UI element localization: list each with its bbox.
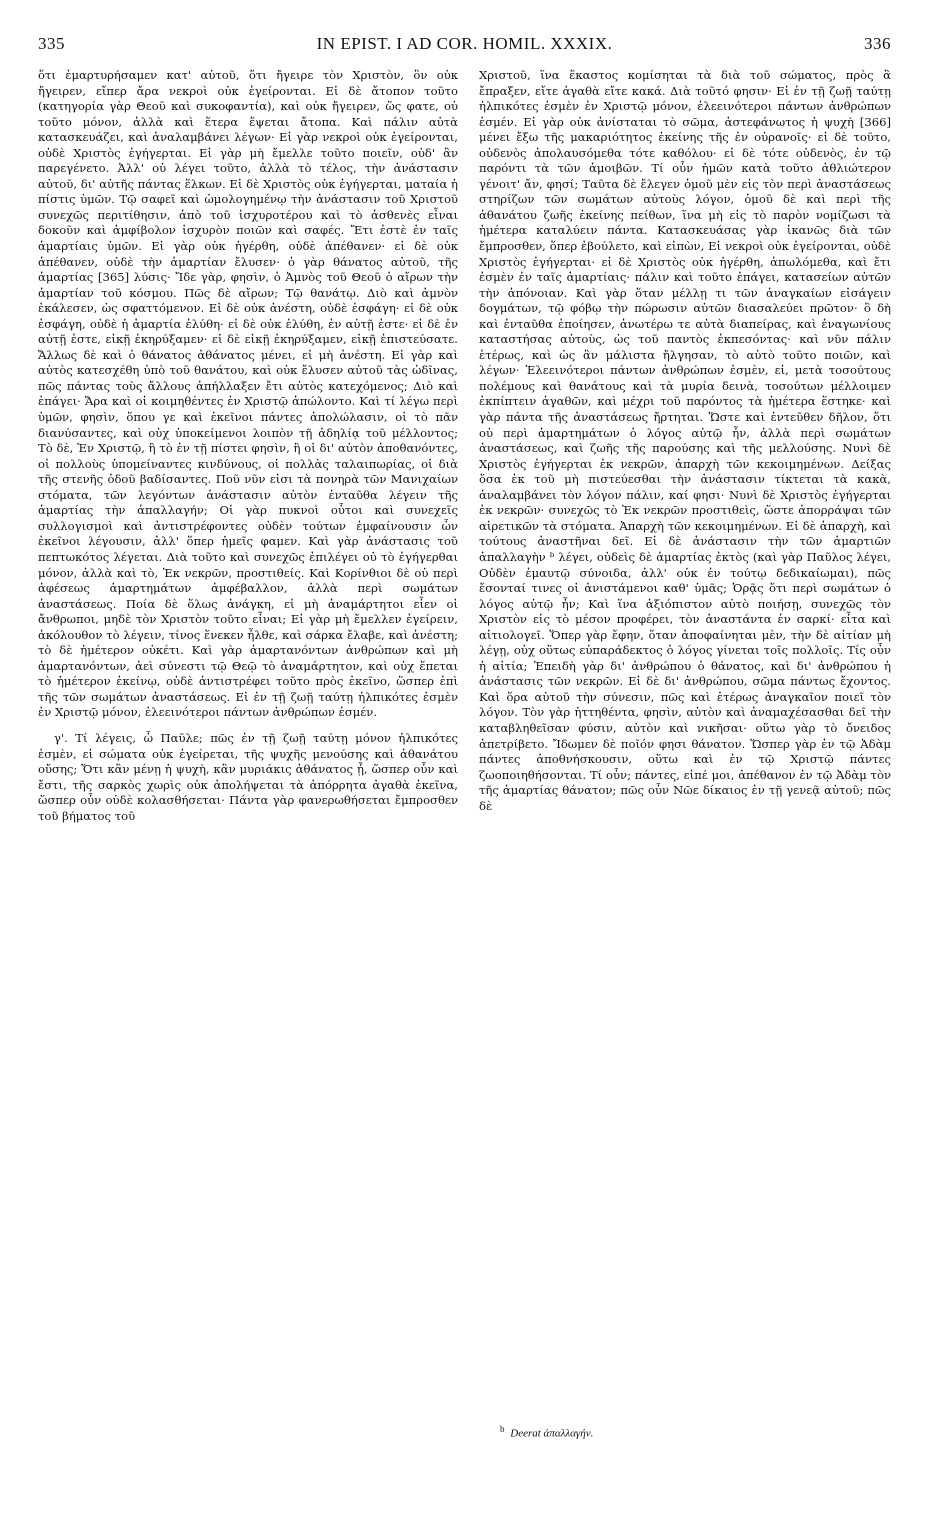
footnote bbox=[500, 1424, 593, 1440]
running-title: IN EPIST. I AD COR. HOMIL. XXXIX. bbox=[316, 34, 613, 53]
left-paragraph-1: ὅτι ἐμαρτυρήσαμεν κατ' αὐτοῦ, ὅτι ἤγειρε τὸν Χριστὸν, ὃν οὐκ ἤγειρεν, εἴπερ ἄρα νεκροὶ οὐκ ἐγείρονται. Εἰ δὲ ἄτοπον τοῦτο (κατηγορία γὰρ Θεοῦ καὶ συκοφαντία), καὶ οὐκ ἤγειρεν, ὥς φατε, οὐ τοῦτο μόνον, ἀλλὰ καὶ ἕτερα ἕψεται ἄτοπα. Καὶ πάλιν αὐτὰ κατασκευάζει, καὶ ἀναλαμβάνει λέγων· Εἰ γὰρ νεκροὶ οὐκ ἐγείρονται, οὐδὲ Χριστὸς ἐγήγερται. Εἰ γὰρ μὴ ἔμελλε τοῦτο ποιεῖν, οὐδ' ἂν παρεγένετο. Ἀλλ' οὐ λέγει τοῦτο, ἀλλὰ τὸ τέλος, τὴν ἀνάστασιν αὐτοῦ, δι' αὐτῆς πάντας ἕλκων. Εἰ δὲ Χριστὸς οὐκ ἐγήγερται, ματαία ἡ πίστις ὑμῶν. Τῷ σαφεῖ καὶ ὡμολογημένῳ τὴν ἀνάστασιν τοῦ Χριστοῦ συνεχῶς περιτίθησιν, ἀπὸ τοῦ ἰσχυροτέρου καὶ τὸ ἀσθενὲς εἶναι δοκοῦν καὶ ἀμφίβολον ἰσχυρὸν ποιῶν καὶ σαφές. Ἔτι ἐστὲ ἐν ταῖς ἁμαρτίαις ὑμῶν. Εἰ γὰρ οὐκ ἠγέρθη, οὐδὲ ἀπέθανεν· εἰ δὲ οὐκ ἀπέθανεν, οὐδὲ τὴν ἁμαρτίαν ἔλυσεν· ὁ γὰρ θάνατος αὐτοῦ, τῆς ἁμαρτίας [365] λύσις· Ἴδε γὰρ, φησὶν, ὁ Ἀμνὸς τοῦ Θεοῦ ὁ αἴρων τὴν ἁμαρτίαν τοῦ κόσμου. Πῶς δὲ αἴρων; Τῷ θανάτῳ. Διὸ καὶ ἀμνὸν ἐκάλεσεν, ὡς σφαττόμενον. Εἰ δὲ οὐκ ἀνέστη, οὐδὲ ἐσφάγη· εἰ δὲ οὐκ ἐσφάγη, οὐδὲ ἡ ἁμαρτία ἐλύθη· εἰ δὲ οὐκ ἐλύθη, ἐν αὐτῇ ἐστε· εἰ δὲ ἐν αὐτῇ ἐστε, εἰκῇ ἐκηρύξαμεν· εἰ δὲ εἰκῇ ἐκηρύξαμεν, εἰκῇ ἐπιστεύσατε. Ἄλλως δὲ καὶ ὁ θάνατος ἀθάνατος μένει, εἰ μὴ ἀνέστη. Εἰ γὰρ καὶ αὐτὸς κατεσχέθη ὑπὸ τοῦ θανάτου, καὶ οὐκ ἔλυσεν αὐτοῦ τὰς ὠδῖνας, πῶς πάντας τοὺς ἄλλους ἀπήλλαξεν ἔτι αὐτὸς κατεχόμενος; Διὸ καὶ ἐπάγει· Ἄρα καὶ οἱ κοιμηθέντες ἐν Χριστῷ ἀπώλοντο. Καὶ τί λέγω περὶ ὑμῶν, φησὶν, ὅπου γε καὶ ἐκεῖνοι πάντες ἀπολώλασιν, οἱ τὸ πᾶν διανύσαντες, καὶ οὐχ ὑποκείμενοι λοιπὸν τῇ ἀδηλίᾳ τοῦ μέλλοντος; Τὸ δὲ, Ἐν Χριστῷ, ἢ τὸ ἐν τῇ πίστει φησὶν, ἢ οἱ δι' αὐτὸν ἀποθανόντες, οἱ πολλοὺς ὑπομείναντες κινδύνους, οἱ πολλὰς ταλαιπωρίας, οἱ διὰ τῆς στενῆς ὁδοῦ βαδίσαντες. Ποῦ νῦν εἰσι τὰ πονηρὰ τῶν Μανιχαίων στόματα, τῶν λεγόντων ἀνάστασιν αὐτὸν ἐνταῦθα λέγειν τῆς ἁμαρτίας τὴν ἀπαλλαγήν; Οἱ γὰρ πυκνοὶ οὗτοι καὶ συνεχεῖς συλλογισμοὶ καὶ ἀντιστρέφοντες οὐδὲν τούτων ἐμφαίνουσιν ὧν ἐκεῖνοι λέγουσιν, ἀλλ' ὅπερ ἡμεῖς φαμεν. Καὶ γὰρ ἀνάστασις τοῦ πεπτωκότος λέγεται. Διὰ τοῦτο καὶ συνεχῶς ἐπιλέγει οὐ τὸ ἐγήγερθαι μόνον, ἀλλὰ καὶ τὸ, Ἐκ νεκρῶν, προστιθείς. Καὶ Κορίνθιοι δὲ οὐ περὶ ἀφέσεως ἁμαρτημάτων ἀμφέβαλλον, ἀλλὰ περὶ σωμάτων ἀναστάσεως. Ποία δὲ ὅλως ἀνάγκη, εἰ μὴ ἀναμάρτητοι εἶεν οἱ ἄνθρωποι, μηδὲ τὸν Χριστὸν τοῦτο εἶναι; Εἰ γὰρ μὴ ἔμελλεν ἐγείρειν, ἀκόλουθον τὸ λέγειν, τίνος ἕνεκεν ἦλθε, καὶ σάρκα ἔλαβε, καὶ ἀνέστη; τὸ δὲ ἡμέτερον οὐκέτι. Καὶ γὰρ ἁμαρτανόντων ἀνθρώπων καὶ μὴ ἁμαρτανόντων, ἀεὶ σύνεστι τῷ Θεῷ τὸ ἀναμάρτητον, καὶ οὐχ ἕπεται τὸ ἡμέτερον ἐκείνῳ, οὐδὲ ἀντιστρέφει τοῦτο πρὸς ἐκεῖνο, ὥσπερ ἐπὶ τῆς τῶν σωμάτων ἀναστάσεως. Εἰ ἐν τῇ ζωῇ ταύτῃ ἠλπικότες ἐσμὲν ἐν Χριστῷ μόνον, ἐλεεινότεροι πάντων ἀνθρώπων ἐσμέν. bbox=[38, 68, 458, 720]
left-column bbox=[38, 68, 458, 1500]
right-paragraph-1: Χριστοῦ, ἵνα ἕκαστος κομίσηται τὰ διὰ τοῦ σώματος, πρὸς ἃ ἔπραξεν, εἴτε ἀγαθὰ εἴτε κακά. Διὰ τοῦτό φησιν· Εἰ ἐν τῇ ζωῇ ταύτῃ ἠλπικότες ἐσμὲν ἐν Χριστῷ μόνον, ἐλεεινότεροι πάντων ἀνθρώπων ἐσμέν. Εἰ γὰρ οὐκ ἀνίσταται τὸ σῶμα, ἀστεφάνωτος ἡ ψυχὴ [366] μένει ἔξω τῆς μακαριότητος ἐκείνης τῆς ἐν οὐρανοῖς· εἰ δὲ τοῦτο, οὐδενὸς ἀπολαυσόμεθα τότε καθόλου· εἰ δὲ τότε οὐδενὸς, ἐν τῷ παρόντι τὰ τῶν ἀμοιβῶν. Τί οὖν ἡμῶν κατὰ τοῦτο ἀθλιώτερον γένοιτ' ἄν, φησί; Ταῦτα δὲ ἔλεγεν ὁμοῦ μὲν εἰς τὸν περὶ ἀναστάσεως στηρίζων τῶν σωμάτων αὐτοὺς λόγον, ὁμοῦ δὲ καὶ περὶ τῆς ἀθανάτου ζωῆς ἐκείνης πείθων, ἵνα μὴ εἰς τὸ παρὸν νομίζωσι τὰ ἡμέτερα καταλύειν πάντα. Κατασκευάσας γὰρ ἱκανῶς διὰ τῶν ἔμπροσθεν, ὅπερ ἐβούλετο, καὶ εἰπὼν, Εἰ νεκροὶ οὐκ ἐγείρονται, οὐδὲ Χριστὸς ἐγήγερται· εἰ δὲ Χριστὸς οὐκ ἠγέρθη, ἀπωλόμεθα, καὶ ἔτι ἐσμὲν ἐν ταῖς ἁμαρτίαις· πάλιν καὶ τοῦτο ἐπάγει, κατασείων αὐτῶν τὴν ἀπόνοιαν. Καὶ γὰρ ὅταν μέλλῃ τι τῶν ἀναγκαίων εἰσάγειν δογμάτων, τῷ φόβῳ τὴν πώρωσιν αὐτῶν διασαλεύει πρῶτον· ὃ δὴ καὶ ἐνταῦθα ἐποίησεν, ἀνωτέρω τε αὐτὰ διαπείρας, καὶ ἐναγωνίους καταστήσας αὐτοὺς, ὡς τοῦ παντὸς ἐκπεσόντας· καὶ νῦν πάλιν ἑτέρως, καὶ ὡς ἂν μάλιστα ἤλγησαν, τὸ αὐτὸ τοῦτο ποιῶν, καὶ λέγων· Ἐλεεινότεροι πάντων ἀνθρώπων ἐσμὲν, εἰ, μετὰ τοσούτους πολέμους καὶ θανάτους καὶ τὰ μυρία δεινὰ, τοσούτων μέλλοιμεν ἐκπίπτειν ἀγαθῶν, καὶ μέχρι τοῦ παρόντος τὰ ἡμέτερα ἕστηκε· καὶ γὰρ πάντα τῆς ἀναστάσεως ἤρτηται. Ὥστε καὶ ἐντεῦθεν δῆλον, ὅτι οὐ περὶ ἁμαρτημάτων ὁ λόγος αὐτῷ ἦν, ἀλλὰ περὶ σωμάτων ἀναστάσεως, καὶ ζωῆς τῆς παρούσης καὶ τῆς μελλούσης. Νυνὶ δὲ Χριστὸς ἐγήγερται ἐκ νεκρῶν, ἀπαρχὴ τῶν κεκοιμημένων. Δείξας ὅσα ἐκ τοῦ μὴ πιστεύεσθαι τὴν ἀνάστασιν τίκτεται τὰ κακὰ, ἀναλαμβάνει τὸν λόγον πάλιν, καί φησι· Νυνὶ δὲ Χριστὸς ἐγήγερται ἐκ νεκρῶν· συνεχῶς τὸ Ἐκ νεκρῶν προστιθεὶς, ὥστε ἀπορράψαι τῶν αἱρετικῶν τὰ στόματα. Ἀπαρχὴ τῶν κεκοιμημένων. Εἰ δὲ ἀπαρχὴ, καὶ τούτους ἀναστῆναι δεῖ. Εἰ δὲ ἀνάστασιν τὴν τῶν ἁμαρτιῶν ἀπαλλαγὴν ᵇ λέγει, οὐδεὶς δὲ ἁμαρτίας ἐκτὸς (καὶ γὰρ Παῦλος λέγει, Οὐδὲν ἐμαυτῷ σύνοιδα, ἀλλ' οὐκ ἐν τούτῳ δεδικαίωμαι), πῶς ἔσονταί τινες οἱ ἀνιστάμενοι καθ' ὑμᾶς; Ὁρᾷς ὅτι περὶ σωμάτων ὁ λόγος αὐτῷ ἦν; Καὶ ἵνα ἀξιόπιστον αὐτὸ ποιήσῃ, συνεχῶς τὸν Χριστὸν εἰς τὸ μέσον προφέρει, τὸν ἀναστάντα ἐν σαρκί· εἶτα καὶ αἰτιολογεῖ. Ὅπερ γὰρ ἔφην, ὅταν ἀποφαίνηται μὲν, τὴν δὲ αἰτίαν μὴ λέγῃ, οὐχ οὕτως εὐπαράδεκτος ὁ λόγος γίνεται τοῖς πολλοῖς. Τίς οὖν ἡ αἰτία; Ἐπειδὴ γὰρ δι' ἀνθρώπου ὁ θάνατος, καὶ δι' ἀνθρώπου ἡ ἀνάστασις τῶν νεκρῶν. Εἰ δὲ δι' ἀνθρώπου, σῶμα πάντως ἔχοντος. Καὶ ὅρα αὐτοῦ τὴν σύνεσιν, πῶς καὶ ἑτέρως ἀναγκαῖον ποιεῖ τὸν λόγον. Τὸν γὰρ ἡττηθέντα, φησὶν, αὐτὸν καὶ ἀναμαχέσασθαι δεῖ τὴν καταβληθεῖσαν φύσιν, αὐτὸν καὶ νικῆσαι· οὕτω γὰρ τὸ ὄνειδος ἀπετρίβετο. Ἴδωμεν δὲ ποῖόν φησι θάνατον. Ὥσπερ γὰρ ἐν τῷ Ἀδὰμ πάντες ἀποθνήσκουσιν, οὕτω καὶ ἐν τῷ Χριστῷ πάντες ζωοποιηθήσονται. Τί οὖν; πάντες, εἰπέ μοι, ἀπέθανον ἐν τῷ Ἀδὰμ τὸν τῆς ἁμαρτίας θάνατον; πῶς οὖν Νῶε δίκαιος ἐν τῇ γενεᾷ αὐτοῦ; πῶς δὲ bbox=[479, 68, 891, 813]
running-header bbox=[38, 34, 891, 58]
footnote-text: Deerat ἀπαλλαγήν. bbox=[510, 1427, 594, 1440]
footnote-marker: b bbox=[500, 1424, 505, 1434]
right-column bbox=[479, 68, 891, 1428]
left-paragraph-2: γ'. Τί λέγεις, ὦ Παῦλε; πῶς ἐν τῇ ζωῇ ταύτῃ μόνον ἠλπικότες ἐσμὲν, εἰ σώματα οὐκ ἐγείρεται, τῆς ψυχῆς μενούσης καὶ ἀθανάτου οὔσης; Ὅτι κἂν μένῃ ἡ ψυχὴ, κἂν μυριάκις ἀθάνατος ᾖ, ὥσπερ οὖν καὶ ἔστι, τῆς σαρκὸς χωρὶς οὐκ ἀπολήψεται τὰ ἀπόρρητα ἀγαθὰ ἐκεῖνα, ὥσπερ οὖν οὐδὲ κολασθήσεται· Πάντα γὰρ φανερωθήσεται ἔμπροσθεν τοῦ βήματος τοῦ bbox=[38, 730, 458, 823]
page-number-left: 335 bbox=[38, 34, 65, 53]
page-number-right: 336 bbox=[864, 34, 891, 53]
